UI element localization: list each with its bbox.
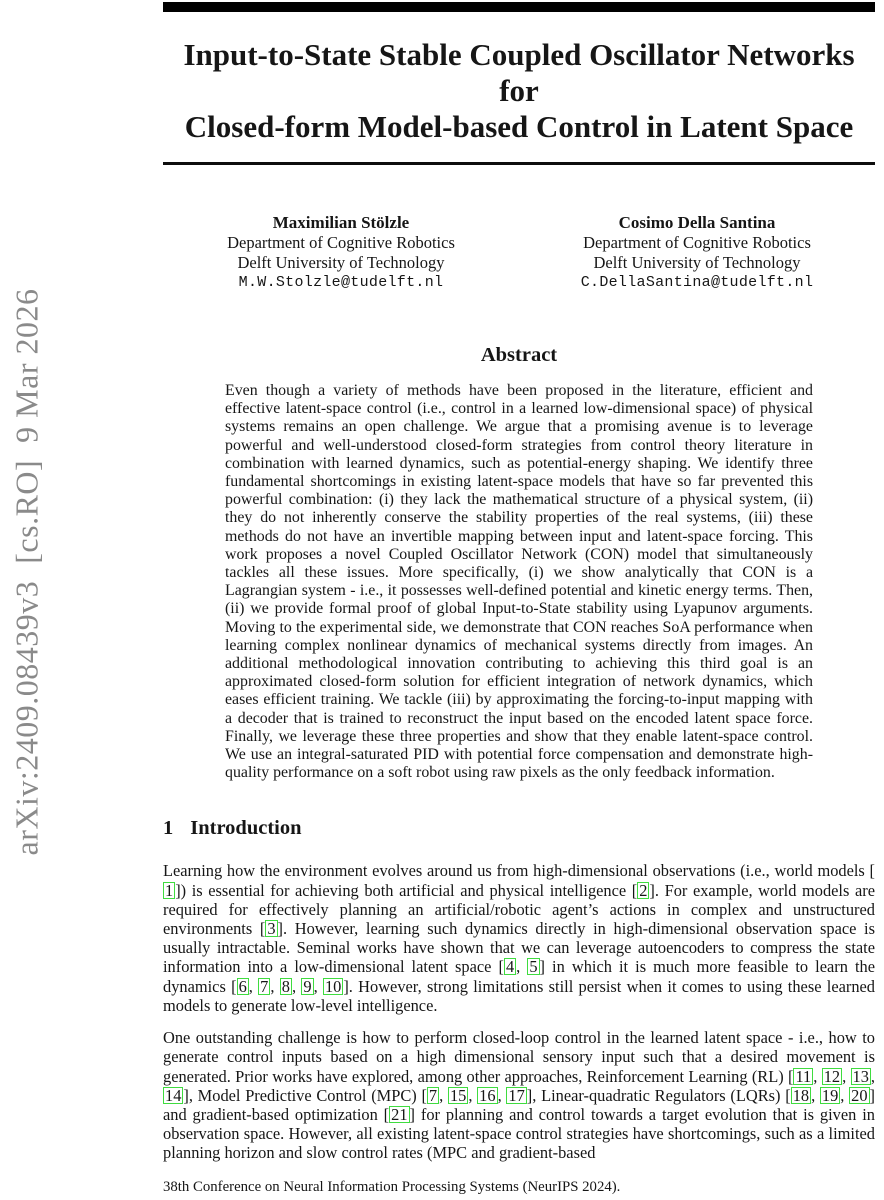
- title-rule: [163, 162, 875, 165]
- citation-ref-10[interactable]: 10: [324, 976, 342, 996]
- citation-ref-13[interactable]: 13: [852, 1066, 869, 1086]
- citation-ref-16[interactable]: 16: [479, 1085, 496, 1105]
- citation-ref-1[interactable]: 1: [165, 880, 174, 900]
- section-number: 1: [163, 817, 174, 840]
- abstract-text: Even though a variety of methods have been proposed in the literature, efficient and effective latent-space control (i.e., control in a learned low-dimensional space) of physical systems remains an open challenge. We argue that a promising avenue is to leverage powerful and well-understood closed-form strategies from control theory literature in combination with learned dynamics, such as potential-energy shaping. We identify three fundamental shortcomings in existing latent-space models that have so far prevented this powerful combination: (i) they lack the mathematical structure of a physical system, (ii) they do not inherently conserve the stability properties of the real systems, (iii) these methods do not have an invertible mapping between input and latent-space forcing. This work proposes a novel Coupled Oscillator Network (CON) model that simultaneously tackles all these issues. More specifically, (i) we show analytically that CON is a Lagrangian system - i.e., it possesses well-defined potential and kinetic energy terms. Then, (ii) we provide formal proof of global Input-to-State stability using Lyapunov arguments. Moving to the experimental side, we demonstrate that CON reaches SoA performance when learning complex nonlinear dynamics of mechanical systems directly from images. An additional methodological innovation contributing to achieving this third goal is an approximated closed-form solution for efficient integration of network dynamics, which eases efficient training. We tackle (iii) by approximating the forcing-to-input mapping with a decoder that is trained to reconstruct the input based on the encoded latent space force. Finally, we leverage these three properties and show that they enable latent-space control. We use an integral-saturated PID with potential force compensation and demonstrate high-quality performance on a soft robot using raw pixels as the only feedback information.: [225, 382, 813, 782]
- citation-ref-11[interactable]: 11: [795, 1066, 812, 1086]
- section-title: Introduction: [190, 817, 302, 840]
- citation-ref-12[interactable]: 12: [823, 1066, 841, 1086]
- citation-ref-9[interactable]: 9: [303, 976, 312, 996]
- arxiv-watermark: arXiv:2409.08439v3 [cs.RO] 9 Mar 2026: [8, 288, 45, 856]
- citation-ref-4[interactable]: 4: [505, 957, 515, 977]
- citation-ref-7[interactable]: 7: [428, 1085, 438, 1105]
- citation-ref-14[interactable]: 14: [165, 1085, 182, 1105]
- citation-ref-2[interactable]: 2: [639, 880, 648, 900]
- abstract-heading: Abstract: [480, 344, 558, 366]
- paper-content-column: [163, 0, 875, 1163]
- citation-ref-20[interactable]: 20: [851, 1085, 868, 1105]
- author-block-2: [519, 212, 875, 293]
- citation-ref-15[interactable]: 15: [449, 1085, 467, 1105]
- citation-ref-5[interactable]: 5: [529, 957, 538, 977]
- paper-title-line-2: Closed-form Model-based Control in Latent Space: [184, 109, 854, 144]
- author-university: Delft University of Technology: [237, 252, 445, 272]
- conference-footnote: 38th Conference on Neural Information Processing Systems (NeurIPS 2024).: [163, 1179, 621, 1195]
- citation-ref-17[interactable]: 17: [508, 1085, 525, 1105]
- author-name: Maximilian Stölzle: [272, 213, 410, 232]
- author-email: C.DellaSantina@tudelft.nl: [580, 274, 814, 291]
- citation-ref-6[interactable]: 6: [238, 976, 247, 996]
- intro-paragraph-1: Learning how the environment evolves around us from high-dimensional observations (i.e., world models [1 ]) is essential for achieving both artificial and physical intelligence [ 2 ]. For example, world models are required for effectively planning an artificial/robotic agent’s actions in complex and unstructured environments [ 3 ]. However, learning such dynamics directly in high-dimensional observation space is usually intractable. Seminal works have shown that we can leverage autoencoders to compress the state information into a low-dimensional latent space [ 4 , 5 ] in which it is much more feasible to learn the dynamics [ 6 , 7 , 8 , 9 , 10 ]. However, strong limitations still persist when it comes to using these learned models to generate low-level intelligence.: [163, 861, 876, 1015]
- citation-ref-21[interactable]: 21: [391, 1104, 408, 1124]
- author-department: Department of Cognitive Robotics: [583, 233, 811, 252]
- paper-title: [163, 37, 875, 145]
- author-row: [163, 212, 875, 293]
- citation-ref-3[interactable]: 3: [267, 919, 276, 939]
- author-block-1: [163, 212, 519, 293]
- citation-ref-18[interactable]: 18: [792, 1085, 810, 1105]
- paper-title-line-1: Input-to-State Stable Coupled Oscillator Networks for: [183, 37, 855, 108]
- top-black-bar: [163, 2, 875, 12]
- author-department: Department of Cognitive Robotics: [227, 233, 455, 252]
- author-email: M.W.Stolzle@tudelft.nl: [238, 274, 444, 291]
- author-name: Cosimo Della Santina: [618, 213, 776, 232]
- citation-ref-7[interactable]: 7: [260, 976, 269, 996]
- author-university: Delft University of Technology: [593, 252, 801, 272]
- citation-ref-8[interactable]: 8: [281, 976, 290, 996]
- section-heading-introduction: [163, 817, 875, 840]
- citation-ref-19[interactable]: 19: [821, 1085, 839, 1105]
- intro-paragraph-2: One outstanding challenge is how to perform closed-loop control in the learned latent space - i.e., how to generate control inputs based on a high dimensional sensory input such that a desired movement is generated. Prior works have explored, among other approaches, Reinforcement Learning (RL) [ 11 , 12 , 13 , 14 ], Model Predictive Control (MPC) [ 7 , 15 , 16 , 17 ], Linear-quadratic Regulators (LQRs) [ 18 , 19 , 20 ] and gradient-based optimization [ 21 ] for planning and control towards a target evolution that is given in observation space. However, all existing latent-space control strategies have shortcomings, such as a limited planning horizon and slow control rates (MPC and gradient-based: [163, 1028, 875, 1163]
